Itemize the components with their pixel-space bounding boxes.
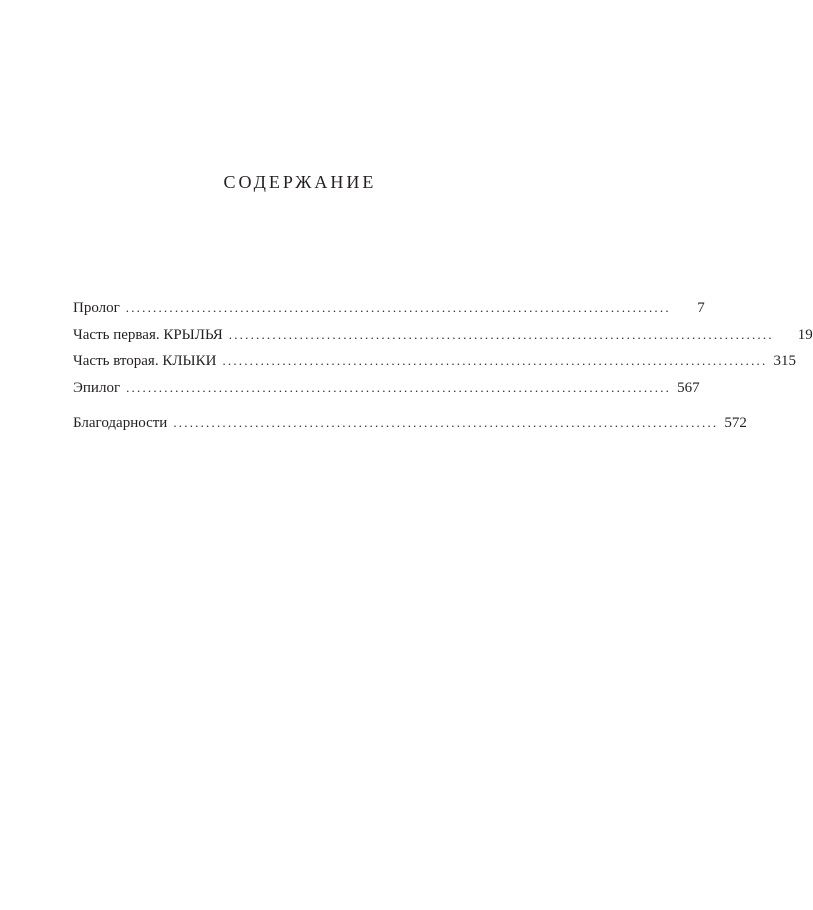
- toc-page-number: 572: [724, 415, 747, 431]
- toc-entry-acknowledgements: [73, 415, 747, 442]
- toc-entry-title: Часть первая. КРЫЛЬЯ: [73, 326, 223, 343]
- dot-leader: ....................................................................................................: [126, 379, 672, 395]
- table-of-contents: [73, 300, 813, 442]
- toc-entry-part-one: [73, 326, 813, 354]
- toc-entry-title: Часть вторая. КЛЫКИ: [73, 353, 217, 369]
- toc-entry-title: Эпилог: [73, 379, 121, 396]
- toc-heading: СОДЕРЖАНИЕ: [223, 172, 377, 192]
- toc-page-number: 19: [797, 326, 813, 343]
- toc-entry-epilogue: [73, 379, 700, 407]
- toc-entry-title: Благодарности: [73, 415, 168, 431]
- dot-leader: ....................................................................................................: [125, 300, 671, 315]
- toc-page-number: 7: [697, 300, 705, 316]
- dot-leader: ....................................................................................................: [228, 326, 774, 342]
- toc-page-number: 567: [677, 379, 700, 396]
- dot-leader: ....................................................................................................: [173, 415, 719, 430]
- toc-entry-prologue: [73, 300, 705, 327]
- toc-page-number: 315: [773, 353, 796, 369]
- toc-entry-part-two: [73, 353, 796, 380]
- dot-leader: ....................................................................................................: [222, 353, 768, 368]
- toc-entry-title: Пролог: [73, 300, 120, 316]
